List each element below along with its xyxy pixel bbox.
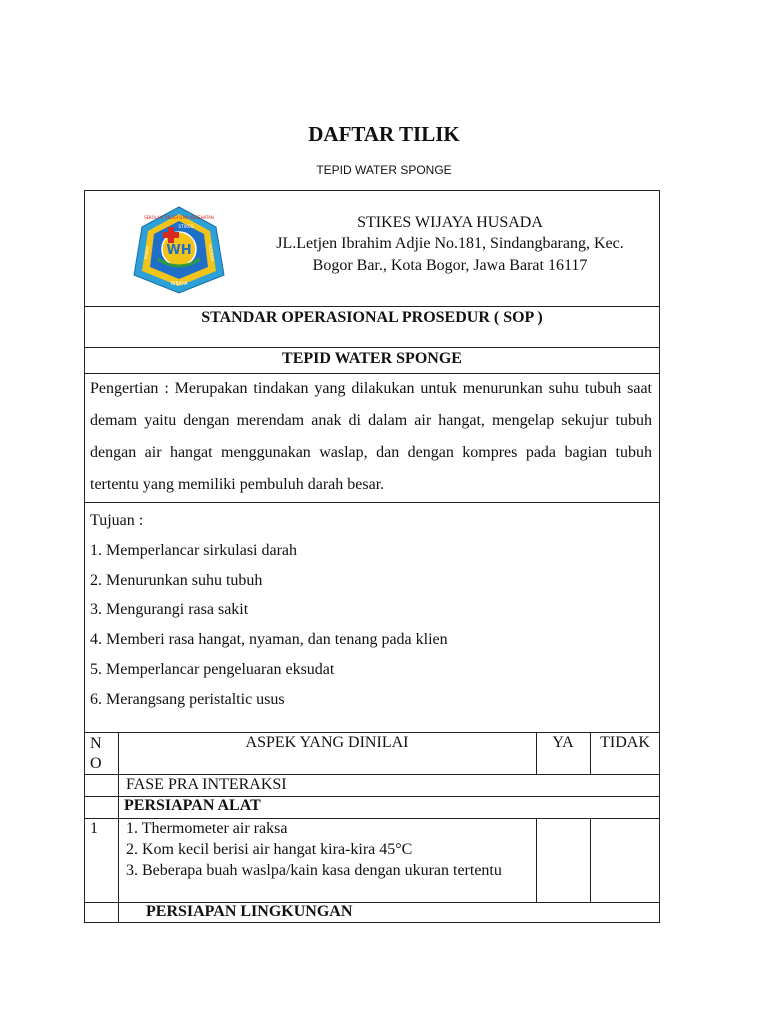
divider-header [84,306,660,307]
institution-address-line2: Bogor Bar., Kota Bogor, Jawa Barat 16117 [312,257,588,274]
tujuan-item: 4. Memberi rasa hangat, nyaman, dan tenang pada klien [90,631,448,648]
header-aspek: ASPEK YANG DINILAI [245,734,409,751]
divider-sop [84,347,660,348]
logo-emblem-text: WH [166,243,192,258]
procedure-title: TEPID WATER SPONGE [282,350,462,367]
column-divider-no [118,732,119,923]
section-persiapan-lingkungan: PERSIAPAN LINGKUNGAN [146,903,353,920]
tujuan-item: 3. Mengurangi rasa sakit [90,601,249,618]
tujuan-item: 1. Memperlancar sirkulasi darah [90,542,298,559]
divider-pengertian [84,502,660,503]
section-persiapan-alat: PERSIAPAN ALAT [124,797,261,814]
table-row-item: 3. Beberapa buah waslpa/kain kasa dengan ukuran tertentu [126,862,502,879]
logo-inner-text: STIKES [178,225,194,230]
logo-bottom-text: WIJAYA [170,281,188,287]
stikes-logo [128,203,230,295]
document-title: DAFTAR TILIK [308,122,460,146]
row1-number: 1 [90,820,98,837]
header-no [90,734,102,774]
divider-table-header [84,774,660,775]
logo-right-text: HUSADA [207,243,216,262]
logo-left-text: WIJAYA [142,245,151,260]
pengertian-paragraph: Pengertian : Merupakan tindakan yang dilakukan untuk menurunkan suhu tubuh saat demam yaitu dengan merendam anak di dalam air hangat, mengelap sekujur tubuh dengan air hangat menggunakan waslap, dan dengan kompres pada bagian tubuh tertentu yang memiliki pembuluh darah besar. [90,380,652,493]
header-tidak: TIDAK [600,734,650,751]
table-row-item: 2. Kom kecil berisi air hangat kira-kira 45°C [126,841,413,858]
document-subtitle: TEPID WATER SPONGE [316,163,452,177]
row1-items [126,818,536,881]
sop-heading: STANDAR OPERASIONAL PROSEDUR ( SOP ) [201,309,543,326]
tujuan-item: 6. Merangsang peristaltic usus [90,691,285,708]
phase-label: FASE PRA INTERAKSI [126,776,287,793]
header-ya: YA [552,734,574,751]
header-no-line2: O [90,755,102,772]
table-row-item: 1. Thermometer air raksa [126,820,288,837]
institution-address-line1: JL.Letjen Ibrahim Adjie No.181, Sindangbarang, Kec. [276,235,624,252]
column-divider-ya-row [536,818,537,902]
logo-top-text: SEKOLAH TINGGI ILMU KESEHATAN [144,215,214,220]
header-no-line1: N [90,735,102,752]
tujuan-item: 2. Menurunkan suhu tubuh [90,572,263,589]
institution-name: STIKES WIJAYA HUSADA [357,214,543,231]
divider-tujuan [84,732,660,733]
tujuan-item: 5. Memperlancar pengeluaran eksudat [90,661,335,678]
tujuan-label: Tujuan : [90,512,144,529]
column-divider-tidak-row [590,818,591,902]
